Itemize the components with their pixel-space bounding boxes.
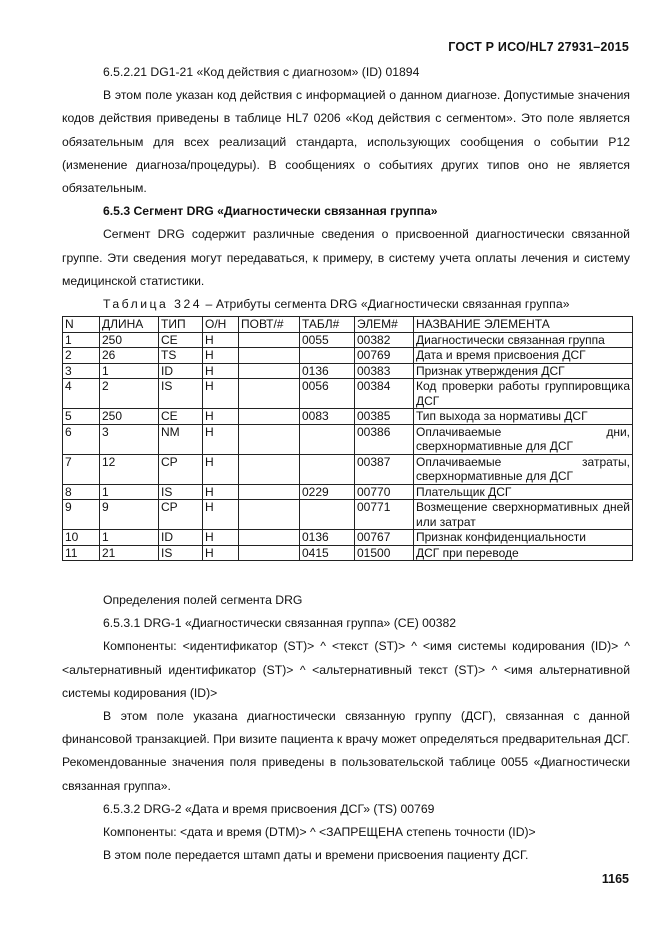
- table-cell: 0056: [300, 379, 355, 409]
- table-cell: H: [203, 500, 239, 530]
- table-cell: H: [203, 454, 239, 484]
- table-cell: ID: [159, 530, 203, 546]
- table-cell: [239, 530, 300, 546]
- table-cell: Код проверки работы группировщика ДСГ: [414, 379, 633, 409]
- table-cell: Оплачиваемые дни, сверхнормативные для ДСГ: [414, 424, 633, 454]
- column-header: О/Н: [203, 317, 239, 333]
- definitions-heading: Определения полей сегмента DRG: [103, 593, 303, 607]
- table-cell: 0229: [300, 484, 355, 500]
- table-cell: H: [203, 409, 239, 425]
- section-heading-6-5-3-1: 6.5.3.1 DRG-1 «Диагностически связанная группа» (CE) 00382: [103, 616, 457, 631]
- table-cell: [239, 363, 300, 379]
- table-cell: 00382: [355, 332, 414, 348]
- intro-section: [62, 61, 630, 316]
- table-cell: 1: [100, 484, 159, 500]
- table-header-row: [63, 317, 633, 333]
- table-cell: 1: [100, 530, 159, 546]
- table-cell: 250: [100, 332, 159, 348]
- table-cell: Диагностически связанная группа: [414, 332, 633, 348]
- table-cell: CP: [159, 500, 203, 530]
- table-cell: CE: [159, 409, 203, 425]
- column-header: ПОВТ/#: [239, 317, 300, 333]
- table-cell: H: [203, 348, 239, 364]
- table-cell: H: [203, 363, 239, 379]
- paragraph-drg1-components: Компоненты: <идентификатор (ST)> ^ <текст (ST)> ^ <имя системы кодирования (ID)> ^ <альтернативный идентификатор (ST)> ^ <альтернативный текст (ST)> ^ <имя альтернативной системы кодирования (ID)>: [62, 639, 630, 700]
- table-cell: [239, 500, 300, 530]
- column-header: ТАБЛ#: [300, 317, 355, 333]
- paragraph-drg2-components: Компоненты: <дата и время (DTM)> ^ <ЗАПРЕЩЕНА степень точности (ID)>: [103, 825, 536, 840]
- table-cell: [300, 424, 355, 454]
- section-heading-6-5-3: 6.5.3 Сегмент DRG «Диагностически связанная группа»: [103, 204, 438, 219]
- table-row: [63, 332, 633, 348]
- table-cell: Оплачиваемые затраты, сверхнормативные для ДСГ: [414, 454, 633, 484]
- table-row: [63, 348, 633, 364]
- table-cell: 3: [63, 363, 100, 379]
- column-header: N: [63, 317, 100, 333]
- table-caption: [62, 293, 630, 316]
- table-cell: [239, 484, 300, 500]
- table-cell: Дата и время присвоения ДСГ: [414, 348, 633, 364]
- table-cell: 0055: [300, 332, 355, 348]
- table-row: [63, 409, 633, 425]
- table-cell: [239, 379, 300, 409]
- page-number: 1165: [601, 872, 629, 886]
- table-caption-rest: – Атрибуты сегмента DRG «Диагностически связанная группа»: [202, 297, 570, 312]
- table-cell: [300, 454, 355, 484]
- table-cell: 2: [63, 348, 100, 364]
- section-heading-6-5-2-21: 6.5.2.21 DG1-21 «Код действия с диагнозом» (ID) 01894: [103, 65, 420, 79]
- table-caption-prefix: Таблица 324: [103, 297, 203, 312]
- table-cell: NM: [159, 424, 203, 454]
- table-cell: [239, 454, 300, 484]
- table-cell: 2: [100, 379, 159, 409]
- table-cell: [239, 424, 300, 454]
- table-cell: 8: [63, 484, 100, 500]
- table-cell: ID: [159, 363, 203, 379]
- table-cell: [239, 348, 300, 364]
- table-cell: H: [203, 545, 239, 561]
- table-cell: 00385: [355, 409, 414, 425]
- definitions-section: [62, 589, 630, 867]
- table-cell: H: [203, 424, 239, 454]
- table-row: [63, 500, 633, 530]
- table-cell: 01500: [355, 545, 414, 561]
- table-cell: [239, 332, 300, 348]
- table-cell: 6: [63, 424, 100, 454]
- table-cell: H: [203, 379, 239, 409]
- paragraph-drg-segment: Сегмент DRG содержит различные сведения о присвоенной диагностически связанной группе. Эти сведения могут передаваться, к примеру, в систему учета оплаты лечения и систему медицинской статистики.: [62, 227, 630, 288]
- table-cell: H: [203, 484, 239, 500]
- table-cell: Плательщик ДСГ: [414, 484, 633, 500]
- table-cell: Возмещение сверхнормативных дней или затрат: [414, 500, 633, 530]
- table-cell: 9: [100, 500, 159, 530]
- column-header: НАЗВАНИЕ ЭЛЕМЕНТА: [414, 317, 633, 333]
- table-cell: 00384: [355, 379, 414, 409]
- table-cell: 12: [100, 454, 159, 484]
- table-row: [63, 484, 633, 500]
- table-cell: 0136: [300, 363, 355, 379]
- table-cell: 0083: [300, 409, 355, 425]
- table-cell: 9: [63, 500, 100, 530]
- table-cell: 250: [100, 409, 159, 425]
- table-cell: 00770: [355, 484, 414, 500]
- paragraph-dg1-21: В этом поле указан код действия с информацией о данном диагнозе. Допустимые значения кодов действия приведены в таблице HL7 0206 «Код действия с сегментом». Это поле является обязательным для всех реализаций стандарта, использующих сообщения о событии P12 (изменение диагноза/процедуры). В сообщениях о событиях других типов оно не является обязательным.: [62, 88, 630, 196]
- document-header: ГОСТ Р ИСО/HL7 27931–2015: [448, 40, 629, 54]
- table-cell: 00767: [355, 530, 414, 546]
- drg-attributes-table: [62, 316, 633, 561]
- table-cell: 00386: [355, 424, 414, 454]
- table-row: [63, 363, 633, 379]
- table-cell: 3: [100, 424, 159, 454]
- table-cell: 00383: [355, 363, 414, 379]
- table-cell: 4: [63, 379, 100, 409]
- table-cell: [239, 409, 300, 425]
- table-cell: IS: [159, 379, 203, 409]
- table-cell: [300, 348, 355, 364]
- section-heading-6-5-3-2: 6.5.3.2 DRG-2 «Дата и время присвоения ДСГ» (TS) 00769: [103, 801, 435, 816]
- table-cell: 00769: [355, 348, 414, 364]
- table-cell: 0136: [300, 530, 355, 546]
- table-cell: 00771: [355, 500, 414, 530]
- table-cell: 5: [63, 409, 100, 425]
- table-cell: 21: [100, 545, 159, 561]
- table-row: [63, 454, 633, 484]
- table-cell: ДСГ при переводе: [414, 545, 633, 561]
- table-cell: Тип выхода за нормативы ДСГ: [414, 409, 633, 425]
- column-header: ДЛИНА: [100, 317, 159, 333]
- table-row: [63, 530, 633, 546]
- table-cell: 00387: [355, 454, 414, 484]
- column-header: ТИП: [159, 317, 203, 333]
- table-cell: H: [203, 530, 239, 546]
- table-cell: TS: [159, 348, 203, 364]
- table-cell: 1: [100, 363, 159, 379]
- table-row: [63, 424, 633, 454]
- paragraph-drg2-description: В этом поле передается штамп даты и времени присвоения пациенту ДСГ.: [103, 848, 529, 863]
- table-cell: [300, 500, 355, 530]
- table-cell: 26: [100, 348, 159, 364]
- paragraph-drg1-description: В этом поле указана диагностически связанную группу (ДСГ), связанная с данной финансовой транзакцией. При визите пациента к врачу может определяться предварительная ДСГ. Рекомендованные значения поля приведены в пользовательской таблице 0055 «Диагностически связанная группа».: [62, 709, 630, 793]
- table-cell: IS: [159, 484, 203, 500]
- table-cell: Признак конфиденциальности: [414, 530, 633, 546]
- table-cell: 11: [63, 545, 100, 561]
- table-cell: Признак утверждения ДСГ: [414, 363, 633, 379]
- table-cell: 1: [63, 332, 100, 348]
- table-cell: CE: [159, 332, 203, 348]
- table-cell: [239, 545, 300, 561]
- table-cell: IS: [159, 545, 203, 561]
- table-cell: 10: [63, 530, 100, 546]
- table-row: [63, 379, 633, 409]
- table-row: [63, 545, 633, 561]
- column-header: ЭЛЕМ#: [355, 317, 414, 333]
- table-cell: CP: [159, 454, 203, 484]
- table-cell: 7: [63, 454, 100, 484]
- table-cell: 0415: [300, 545, 355, 561]
- table-cell: H: [203, 332, 239, 348]
